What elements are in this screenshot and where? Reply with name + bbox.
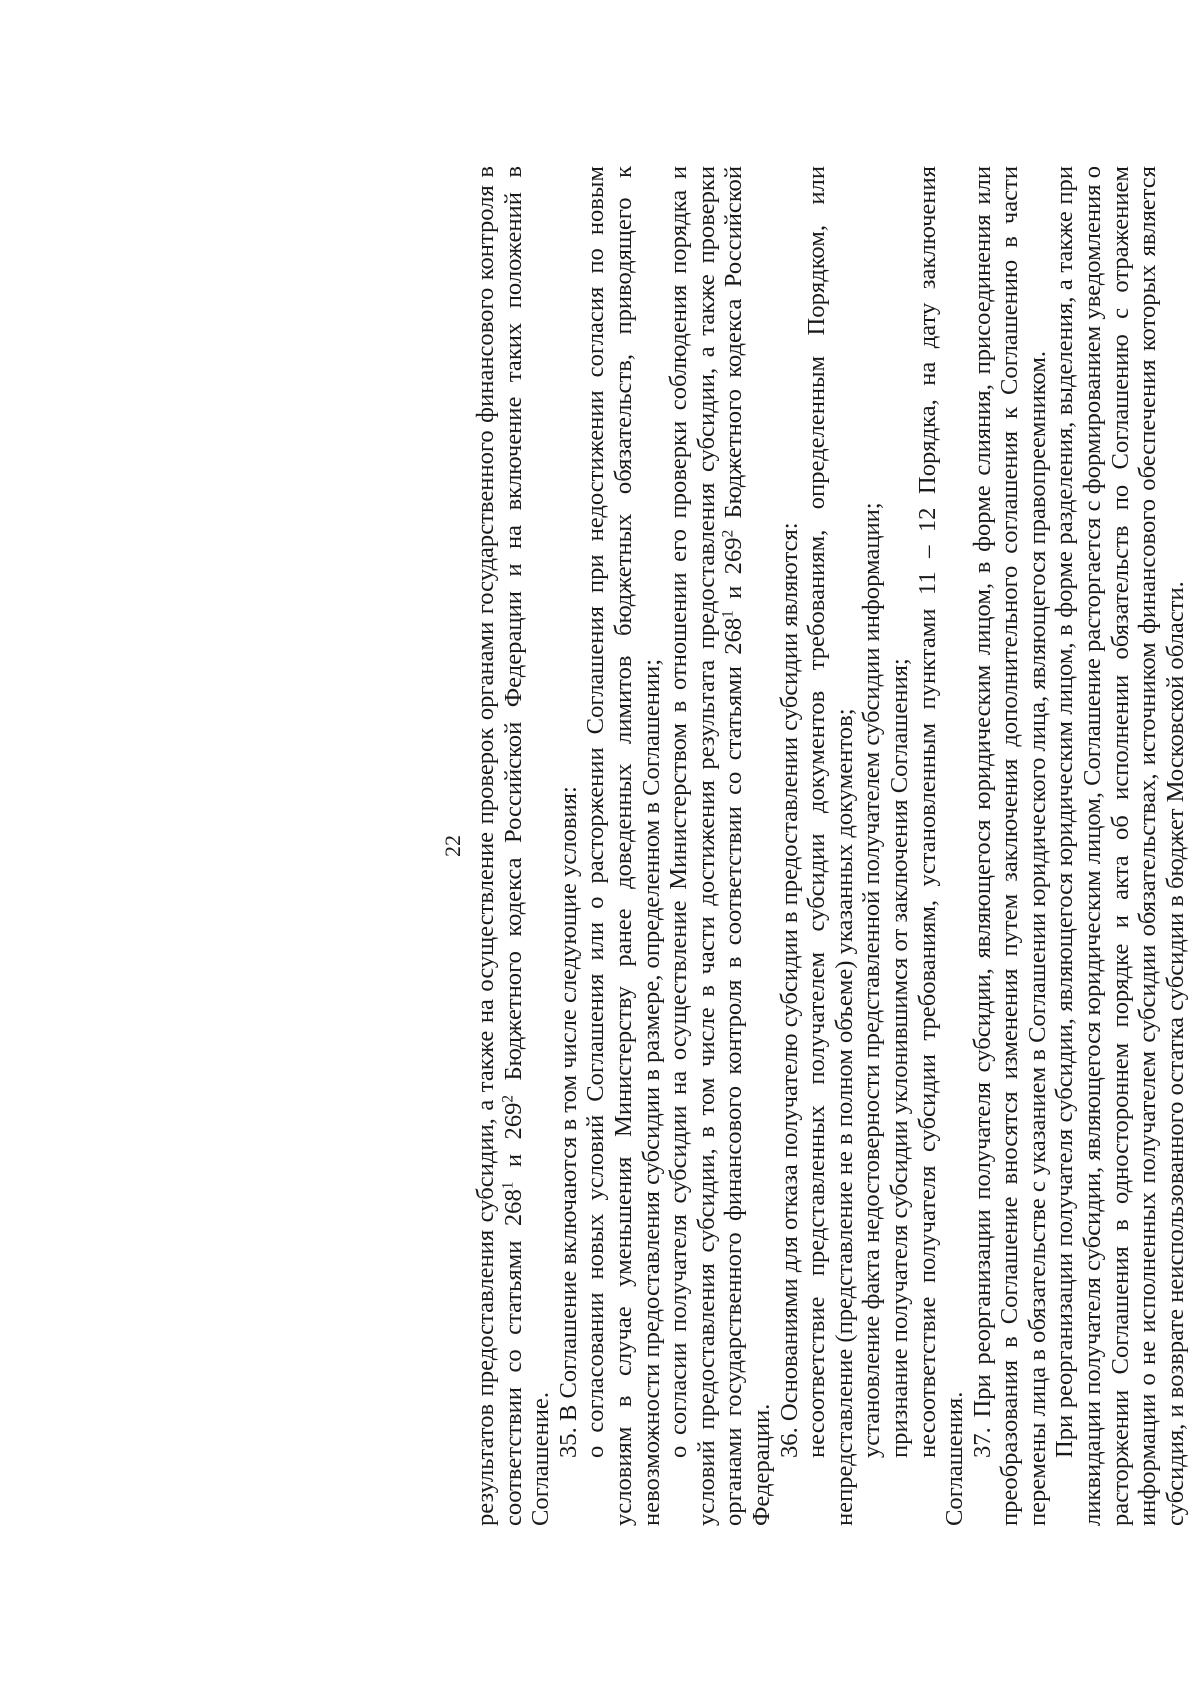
article-superscript: 2 [719,529,737,538]
paragraph-37: 37. При реорганизации получателя субсидии, являющегося юридическим лицом, в форме слияния, присоединения или преобразования в Соглашение вносятся изменения путем заключения дополнительного соглашения к Соглашению в части перемены лица в обязательстве с указанием в Соглашении юридического лица, являющегося правопреемником. [968,166,1051,1526]
paragraph-35-item-2: о согласии получателя субсидии на осуществление Министерством в отношении его проверки соблюдения порядка и условий предоставления субсидии, в том числе в части достижения результата предоставления субсидии, а также проверки органами государственного финансового контроля в соответствии со статьями $268^1$ и $269^2$ Бюджетного кодекса Российской Федерации. [665,166,775,1526]
paragraph-36-item-1: несоответствие представленных получателем субсидии документов требованиям, определенным Порядком, или непредставление (представление не в полном объеме) указанных документов; [803,166,858,1526]
paragraph-36-item-3: признание получателя субсидии уклонившимся от заключения Соглашения; [885,658,913,1458]
paragraph-36-item-2: установление факта недостоверности представленной получателем субсидии информации; [858,502,886,1458]
paragraph-36: 36. Основаниями для отказа получателю субсидии в предоставлении субсидии являются: [775,522,803,1458]
paragraph-34-continuation: результатов предоставления субсидии, а также на осуществление проверок органами государственного финансового контроля в соответствии со статьями $268^1$ и $269^2$ Бюджетного кодекса Российской Федерации и на включение таких положений в Соглашение. [472,166,555,1526]
paragraph-35-item-1: о согласовании новых условий Соглашения или о расторжении Соглашения при недостижении согласия по новым условиям в случае уменьшения Министерству ранее доведенных лимитов бюджетных обязательств, приводящего к невозможности предоставления субсидии в размере, определенном в Соглашении; [582,166,665,1526]
article-superscript: 1 [499,1181,517,1190]
paragraph-37-part-2: При реорганизации получателя субсидии, являющегося юридическим лицом, в форме разделения, выделения, а также при ликвидации получателя субсидии, являющегося юридическим лицом, Соглашение расторгается с формированием уведомления о расторжении Соглашения в одностороннем порядке и акта об исполнении обязательств по Соглашению с отражением информации о не исполненных получателем субсидии обязательствах, источником финансового обеспечения которых является субсидия, и возврате неиспользованного остатка субсидии в бюджет Московской области. [1051,166,1189,1526]
article-superscript: 2 [499,1094,517,1103]
paragraph-35: 35. В Соглашение включаются в том числе следующие условия: [554,786,582,1458]
body-text [472,166,1189,1526]
page-number: 22 [440,835,465,857]
rotated-sheet [440,126,1200,1566]
article-superscript: 1 [719,610,737,618]
paragraph-36-item-4: несоответствие получателя субсидии требованиям, установленным пунктами 11 – 12 Порядка, на дату заключения Соглашения. [913,166,969,1526]
